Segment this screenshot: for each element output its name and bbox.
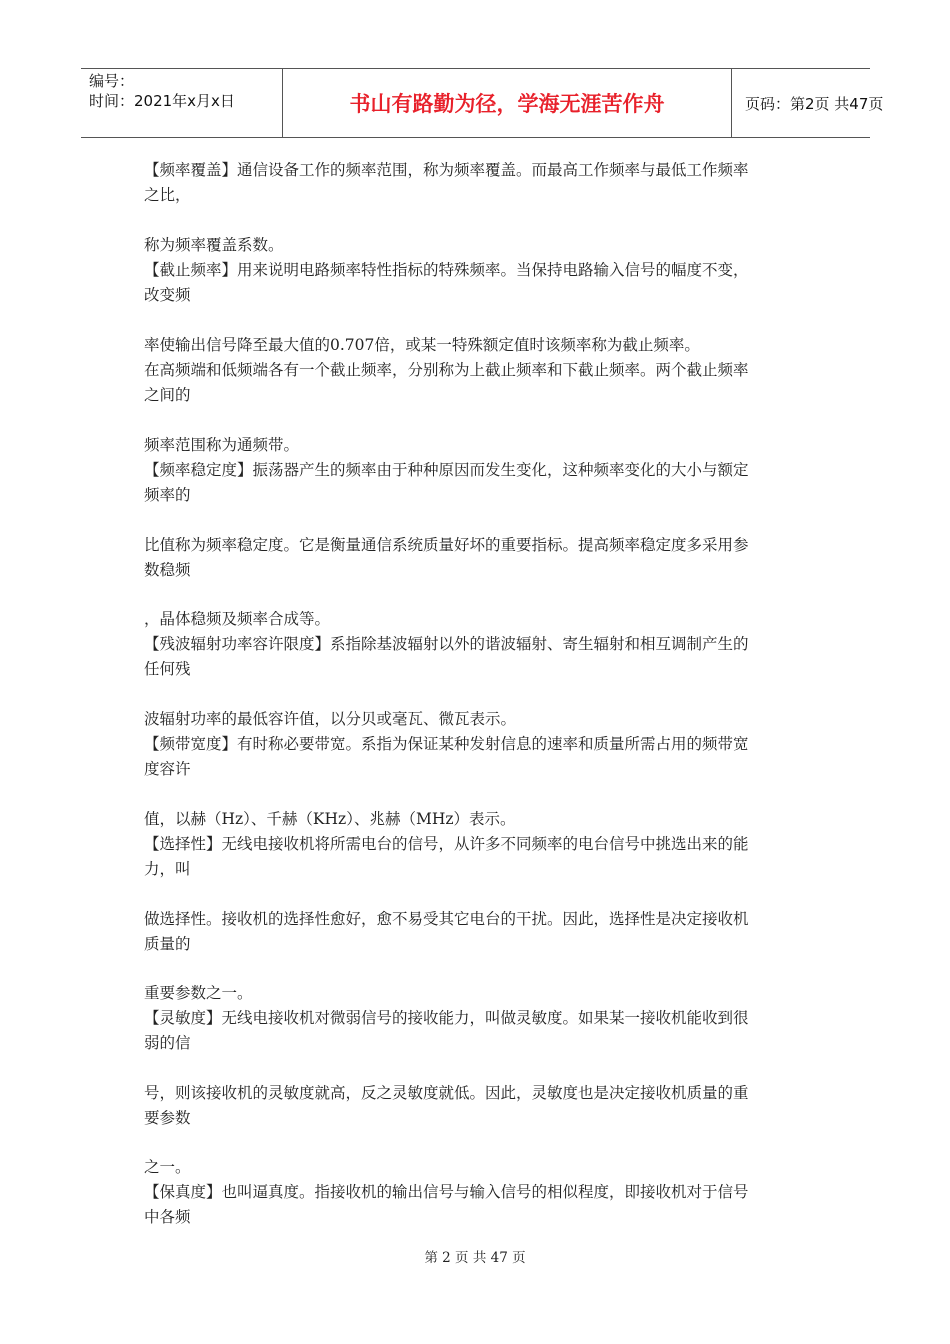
body-line: 之一。 — [144, 1158, 191, 1176]
body-line: 数稳频 — [144, 561, 191, 579]
body-line: 【频率覆盖】通信设备工作的频率范围，称为频率覆盖。而最高工作频率与最低工作频率 — [144, 161, 749, 179]
body-line: 中各频 — [144, 1208, 191, 1226]
body-line: 比值称为频率稳定度。它是衡量通信系统质量好坏的重要指标。提高频率稳定度多采用参 — [144, 536, 749, 554]
body-line: 质量的 — [144, 935, 191, 953]
body-line: 之间的 — [144, 386, 191, 404]
body-line: 改变频 — [144, 286, 191, 304]
body-line: 号，则该接收机的灵敏度就高，反之灵敏度就低。因此，灵敏度也是决定接收机质量的重 — [144, 1084, 749, 1102]
body-line: 【保真度】也叫逼真度。指接收机的输出信号与输入信号的相似程度，即接收机对于信号 — [144, 1183, 749, 1201]
header-motto: 书山有路勤为径，学海无涯苦作舟 — [282, 69, 732, 137]
header-page-info: 页码：第2页 共47页 — [745, 94, 884, 113]
body-line: 做选择性。接收机的选择性愈好，愈不易受其它电台的干扰。因此，选择性是决定接收机 — [144, 910, 749, 928]
body-line: 率使输出信号降至最大值的0.707倍，或某一特殊额定值时该频率称为截止频率。 — [144, 336, 700, 354]
body-line: 波辐射功率的最低容许值，以分贝或毫瓦、微瓦表示。 — [144, 710, 517, 728]
body-line: 【残波辐射功率容许限度】系指除基波辐射以外的谐波辐射、寄生辐射和相互调制产生的 — [144, 635, 749, 653]
header-meta — [81, 69, 282, 137]
body-line: 重要参数之一。 — [144, 984, 253, 1002]
body-line: 【频率稳定度】振荡器产生的频率由于种种原因而发生变化，这种频率变化的大小与额定 — [144, 461, 749, 479]
body-line: 之比， — [144, 186, 191, 204]
document-number-label: 编号： — [89, 72, 135, 90]
body-line: 频率范围称为通频带。 — [144, 436, 300, 454]
body-line: 弱的信 — [144, 1034, 191, 1052]
body-line: 频率的 — [144, 486, 191, 504]
page-header — [81, 68, 884, 138]
body-line: 力，叫 — [144, 860, 191, 878]
body-line: 【灵敏度】无线电接收机对微弱信号的接收能力，叫做灵敏度。如果某一接收机能收到很 — [144, 1009, 749, 1027]
body-line: ，晶体稳频及频率合成等。 — [144, 610, 331, 628]
body-line: 值，以赫（Hz）、千赫（KHz）、兆赫（MHz）表示。 — [144, 810, 516, 828]
body-line: 【截止频率】用来说明电路频率特性指标的特殊频率。当保持电路输入信号的幅度不变， — [144, 261, 749, 279]
body-line: 在高频端和低频端各有一个截止频率，分别称为上截止频率和下截止频率。两个截止频率 — [144, 361, 749, 379]
body-line: 任何残 — [144, 660, 191, 678]
body-line: 【频带宽度】有时称必要带宽。系指为保证某种发射信息的速率和质量所需占用的频带宽 — [144, 735, 749, 753]
document-time-label: 时间：2021年x月x日 — [89, 92, 235, 110]
page-footer: 第 2 页 共 47 页 — [424, 1250, 526, 1266]
body-line: 要参数 — [144, 1109, 191, 1127]
body-line: 【选择性】无线电接收机将所需电台的信号，从许多不同频率的电台信号中挑选出来的能 — [144, 835, 749, 853]
body-line: 称为频率覆盖系数。 — [144, 236, 284, 254]
body-line: 度容许 — [144, 760, 191, 778]
